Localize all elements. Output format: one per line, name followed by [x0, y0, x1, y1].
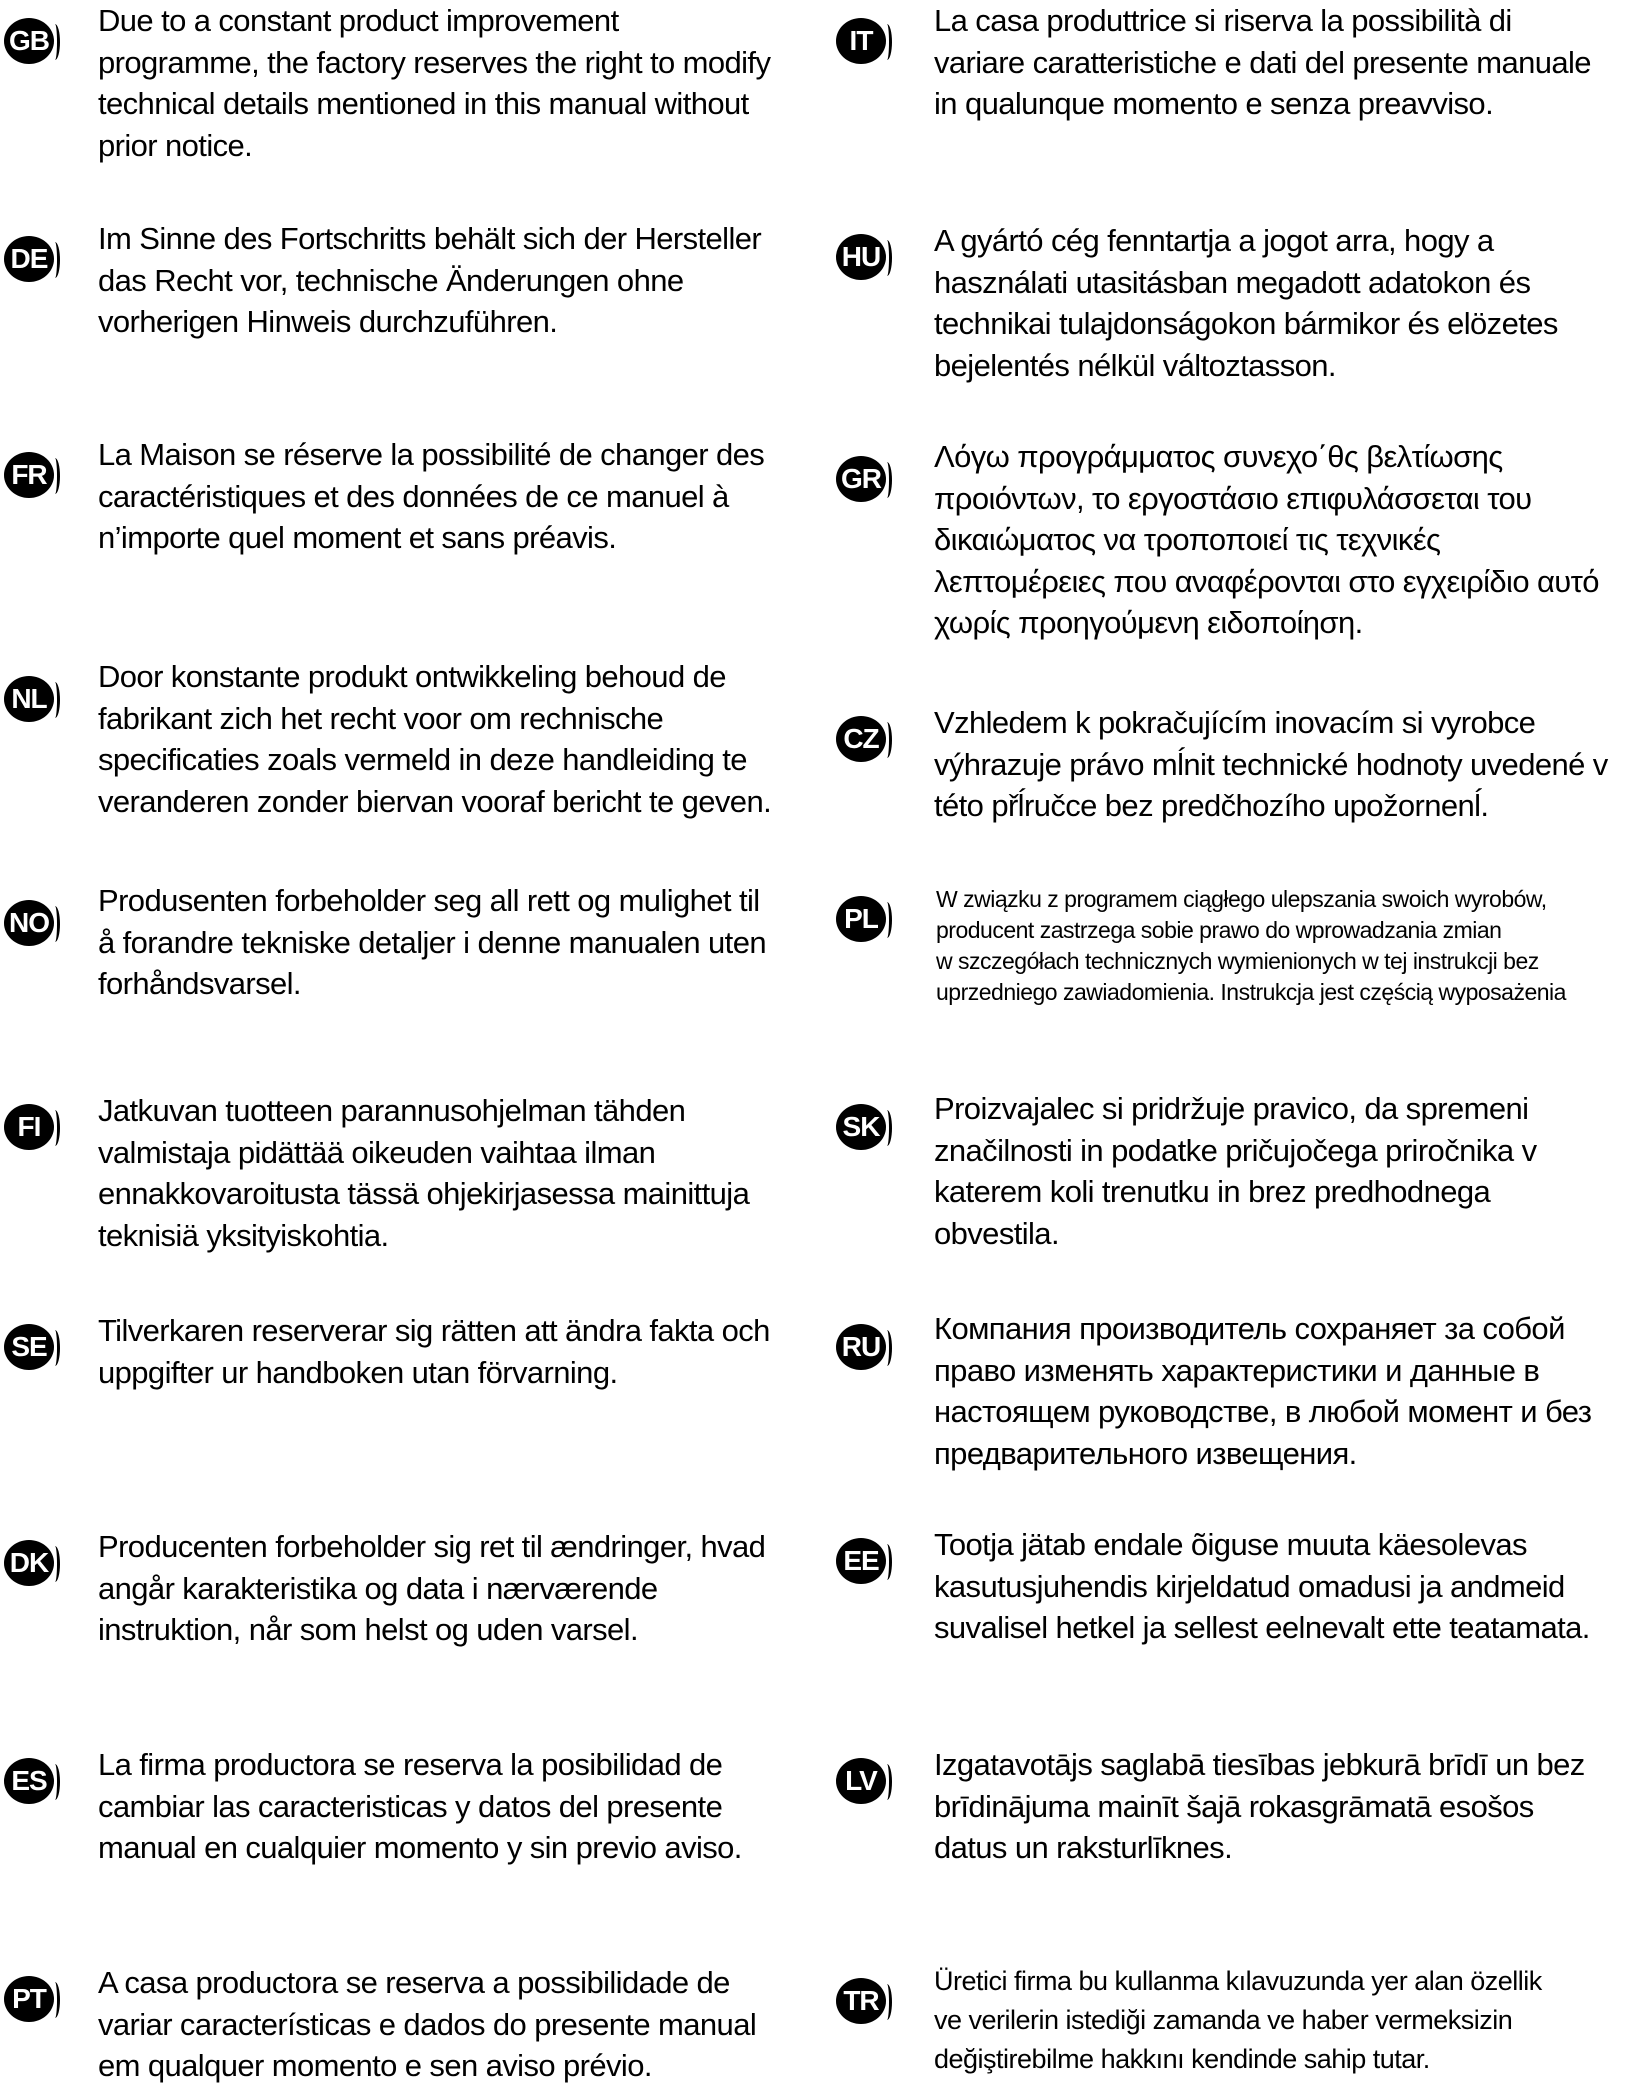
language-badge-tr: TR — [836, 1978, 886, 2024]
notice-text-pt: A casa productora se reserva a possibilidade de variar características e dados do presente manual em qualquer momento e sen aviso prévio. — [98, 1965, 757, 2083]
notice-no — [4, 880, 804, 1010]
notice-sk — [836, 1088, 1648, 1258]
language-badge-dk: DK — [4, 1540, 54, 1586]
language-badge-cz: CZ — [836, 716, 886, 762]
notice-text-ru: Компания производитель сохраняет за собой право изменять характеристики и данные в настоящем руководстве, в любой момент и без предварительного извещения. — [934, 1311, 1592, 1471]
notice-pt — [4, 1962, 804, 2088]
notice-text-fi: Jatkuvan tuotteen parannusohjelman tähden valmistaja pidättää oikeuden vaihtaa ilman ennakkovaroitusta tässä ohjekirjasessa mainittuja teknisiä yksityiskohtia. — [98, 1093, 750, 1253]
language-badge-ru: RU — [836, 1324, 886, 1370]
notice-text-sk: Proizvajalec si pridržuje pravico, da spremeni značilnosti in podatke pričujočega priročnika v katerem koli trenutku in brez predhodnega obvestila. — [934, 1091, 1537, 1251]
language-badge-pt: PT — [4, 1976, 54, 2022]
notice-text-gb: Due to a constant product improvement programme, the factory reserves the right to modify technical details mentioned in this manual without prior notice. — [98, 3, 771, 163]
notice-fr — [4, 434, 804, 564]
notice-gr — [836, 436, 1648, 650]
notice-se — [4, 1310, 804, 1400]
language-badge-fr: FR — [4, 452, 54, 498]
language-badge-no: NO — [4, 900, 54, 946]
language-badge-ee: EE — [836, 1538, 886, 1584]
notice-text-fr: La Maison se réserve la possibilité de changer des caractéristiques et des données de ce manuel à n’importe quel moment et sans préavis. — [98, 437, 765, 555]
notice-text-gr: Λόγω προγράμματος συνεχο΄θς βελτίωσης προιόντων, το εργοστάσιο επιφυλάσσεται του δικαιώματος να τροποποιεί τις τεχνικές λεπτομέρειες που αναφέρονται στο εγχειρίδιο αυτό χωρίς προηγούμενη ειδοποίηση. — [934, 439, 1599, 640]
notice-ee — [836, 1524, 1648, 1654]
notice-text-nl: Door konstante produkt ontwikkeling behoud de fabrikant zich het recht voor om rechnische specificaties zoals vermeld in deze handleiding te veranderen zonder biervan vooraf bericht te geven. — [98, 659, 772, 819]
language-badge-hu: HU — [836, 234, 886, 280]
language-badge-gr: GR — [836, 456, 886, 502]
notice-de — [4, 218, 804, 348]
notice-ru — [836, 1308, 1648, 1478]
notice-text-it: La casa produttrice si riserva la possibilità di variare caratteristiche e dati del presente manuale in qualunque momento e senza preavviso. — [934, 3, 1591, 121]
language-badge-de: DE — [4, 236, 54, 282]
language-badge-sk: SK — [836, 1104, 886, 1150]
notice-text-lv: Izgatavotājs saglabā tiesības jebkurā brīdī un bez brīdinājuma mainīt šajā rokasgrāmatā esošos datus un raksturlīknes. — [934, 1747, 1585, 1865]
notice-text-de: Im Sinne des Fortschritts behält sich der Hersteller das Recht vor, technische Änderungen ohne vorherigen Hinweis durchzuführen. — [98, 221, 762, 339]
notice-it — [836, 0, 1648, 130]
language-badge-fi: FI — [4, 1104, 54, 1150]
language-badge-pl: PL — [836, 896, 886, 942]
notice-text-dk: Producenten forbeholder sig ret til ændringer, hvad angår karakteristika og data i nærværende instruktion, når som helst og uden varsel. — [98, 1529, 766, 1647]
language-badge-gb: GB — [4, 18, 54, 64]
notice-nl — [4, 656, 804, 826]
language-badge-es: ES — [4, 1758, 54, 1804]
notice-cz — [836, 702, 1648, 832]
notice-text-hu: A gyártó cég fenntartja a jogot arra, hogy a használati utasitásban megadott adatokon és technikai tulajdonságokon bármikor és elözetes bejelentés nélkül változtasson. — [934, 223, 1558, 383]
notice-fi — [4, 1090, 804, 1260]
notice-text-tr: Üretici firma bu kullanma kılavuzunda yer alan özellik ve verilerin istediği zamanda ve haber vermeksizin değiştirebilme hakkını kendinde sahip tutar. — [934, 1966, 1542, 2074]
language-badge-lv: LV — [836, 1758, 886, 1804]
notice-dk — [4, 1526, 804, 1656]
notice-es — [4, 1744, 804, 1874]
language-badge-it: IT — [836, 18, 886, 64]
language-badge-nl: NL — [4, 676, 54, 722]
language-badge-se: SE — [4, 1324, 54, 1370]
notice-text-pl: W związku z programem ciągłego ulepszania swoich wyrobów, producent zastrzega sobie prawo do wprowadzania zmian w szczegółach technicznych wymienionych w tej instrukcji bez uprzedniego zawiadomienia. Instrukcja jest częścią wyposażenia — [936, 886, 1566, 1005]
notice-text-se: Tilverkaren reserverar sig rätten att ändra fakta och uppgifter ur handboken utan förvarning. — [98, 1313, 770, 1390]
notice-text-es: La firma productora se reserva la posibilidad de cambiar las caracteristicas y datos del presente manual en cualquier momento y sin previo aviso. — [98, 1747, 742, 1865]
notice-pl — [836, 884, 1648, 1014]
notice-gb — [4, 0, 804, 170]
notice-tr — [836, 1962, 1648, 2088]
notice-hu — [836, 220, 1648, 390]
notice-text-ee: Tootja jätab endale õiguse muuta käesolevas kasutusjuhendis kirjeldatud omadusi ja andmeid suvalisel hetkel ja sellest eelnevalt ette teatamata. — [934, 1527, 1590, 1645]
notice-text-cz: Vzhledem k pokračujícím inovacím si vyrobce výhrazuje právo mĺnit technické hodnoty uvedené v této přĺručce bez predčhozího upožornenĺ. — [934, 705, 1608, 823]
notice-lv — [836, 1744, 1648, 1874]
notice-text-no: Produsenten forbeholder seg all rett og mulighet til å forandre tekniske detaljer i denne manualen uten forhåndsvarsel. — [98, 883, 766, 1001]
